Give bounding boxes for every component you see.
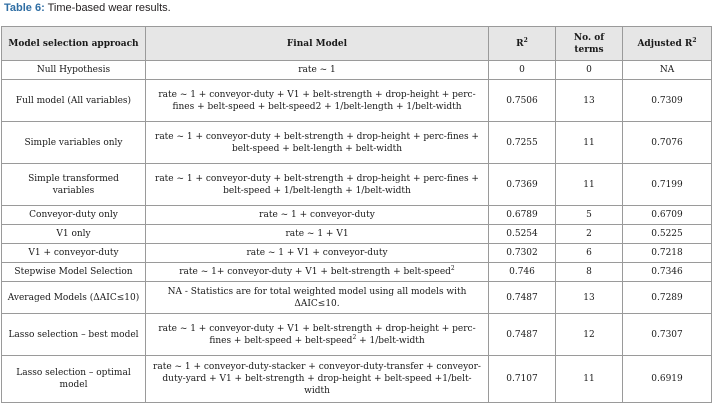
cell-adjusted-r2: 0.6919	[623, 356, 712, 403]
cell-adjusted-r2: 0.7309	[623, 80, 712, 122]
cell-approach: V1 only	[2, 225, 146, 244]
cell-adjusted-r2: 0.7307	[623, 314, 712, 356]
cell-r2: 0.7302	[489, 244, 556, 263]
table-row	[2, 225, 712, 244]
cell-r2: 0.7506	[489, 80, 556, 122]
cell-r2: 0.7487	[489, 282, 556, 314]
cell-approach: Simple variables only	[2, 122, 146, 164]
table-caption-label: Table 6:	[4, 2, 45, 14]
cell-approach: V1 + conveyor-duty	[2, 244, 146, 263]
cell-final-model: rate ~ 1 + V1 + conveyor-duty	[146, 244, 489, 263]
wear-results-table	[1, 26, 712, 403]
model-tail: + 1/belt-width	[356, 335, 425, 346]
table-caption-text: Time-based wear results.	[44, 2, 171, 14]
cell-final-model: rate ~ 1 + conveyor-duty + belt-strength + drop-height + perc-fines + belt-speed + belt-length + belt-width	[146, 122, 489, 164]
cell-r2: 0.746	[489, 263, 556, 282]
header-adjusted-r2: Adjusted $R^2$	[623, 27, 712, 61]
cell-final-model: rate ~ 1 + conveyor-duty	[146, 206, 489, 225]
cell-final-model: rate ~ 1 + conveyor-duty + V1 + belt-strength + drop-height + perc-fines + belt-speed + belt-speed2 + 1/belt-length + 1/belt-width	[146, 80, 489, 122]
model-superscript: 2	[450, 265, 455, 272]
table-row	[2, 122, 712, 164]
cell-terms: 2	[556, 225, 623, 244]
table-row	[2, 164, 712, 206]
cell-r2: 0.6789	[489, 206, 556, 225]
cell-adjusted-r2: 0.7346	[623, 263, 712, 282]
table-header-row	[2, 27, 712, 61]
cell-adjusted-r2: 0.6709	[623, 206, 712, 225]
table-row	[2, 244, 712, 263]
cell-adjusted-r2: 0.7218	[623, 244, 712, 263]
cell-r2: 0.7487	[489, 314, 556, 356]
cell-terms: 11	[556, 122, 623, 164]
cell-adjusted-r2: 0.7199	[623, 164, 712, 206]
table-row	[2, 80, 712, 122]
cell-approach: Lasso selection – optimal model	[2, 356, 146, 403]
header-final-model: Final Model	[146, 27, 489, 61]
cell-terms: 0	[556, 61, 623, 80]
cell-final-model: rate ~ 1	[146, 61, 489, 80]
cell-adjusted-r2: 0.5225	[623, 225, 712, 244]
cell-terms: 11	[556, 164, 623, 206]
cell-approach: Lasso selection – best model	[2, 314, 146, 356]
cell-final-model: rate ~ 1 + V1	[146, 225, 489, 244]
cell-approach: Stepwise Model Selection	[2, 263, 146, 282]
cell-r2: 0	[489, 61, 556, 80]
cell-r2: 0.7369	[489, 164, 556, 206]
table-caption	[4, 2, 171, 14]
cell-terms: 5	[556, 206, 623, 225]
cell-terms: 6	[556, 244, 623, 263]
cell-approach: Null Hypothesis	[2, 61, 146, 80]
cell-adjusted-r2: NA	[623, 61, 712, 80]
cell-approach: Conveyor-duty only	[2, 206, 146, 225]
cell-adjusted-r2: 0.7289	[623, 282, 712, 314]
table-row	[2, 282, 712, 314]
model-superscript: 2	[352, 333, 357, 341]
cell-final-model: rate ~ 1 + conveyor-duty + V1 + belt-strength + drop-height + perc-fines + belt-speed + belt-speed$^2$ + 1/belt-width	[146, 314, 489, 356]
cell-terms: 12	[556, 314, 623, 356]
cell-terms: 8	[556, 263, 623, 282]
table-row	[2, 61, 712, 80]
cell-adjusted-r2: 0.7076	[623, 122, 712, 164]
cell-final-model: rate ~ 1 + conveyor-duty + belt-strength + drop-height + perc-fines + belt-speed + 1/belt-length + 1/belt-width	[146, 164, 489, 206]
header-terms: No. of terms	[556, 27, 623, 61]
cell-approach: Simple transformed variables	[2, 164, 146, 206]
header-r2-sup: 2	[523, 36, 528, 44]
cell-approach: Full model (All variables)	[2, 80, 146, 122]
cell-final-model: rate ~ 1+ conveyor-duty + V1 + belt-strength + belt-speed$^2$	[146, 263, 489, 282]
cell-terms: 13	[556, 80, 623, 122]
cell-final-model: rate ~ 1 + conveyor-duty-stacker + conveyor-duty-transfer + conveyor-duty-yard + V1 + belt-strength + drop-height + belt-speed +1/belt-width	[146, 356, 489, 403]
header-r2: $R^2$	[489, 27, 556, 61]
cell-r2: 0.7255	[489, 122, 556, 164]
cell-r2: 0.7107	[489, 356, 556, 403]
cell-terms: 11	[556, 356, 623, 403]
table-row	[2, 356, 712, 403]
cell-terms: 13	[556, 282, 623, 314]
header-adj-sup: 2	[692, 36, 697, 44]
table-row	[2, 263, 712, 282]
table-row	[2, 206, 712, 225]
header-approach: Model selection approach	[2, 27, 146, 61]
cell-final-model: NA - Statistics are for total weighted model using all models with ΔAIC≤10.	[146, 282, 489, 314]
cell-r2: 0.5254	[489, 225, 556, 244]
cell-approach: Averaged Models (ΔAIC≤10)	[2, 282, 146, 314]
table-row	[2, 314, 712, 356]
